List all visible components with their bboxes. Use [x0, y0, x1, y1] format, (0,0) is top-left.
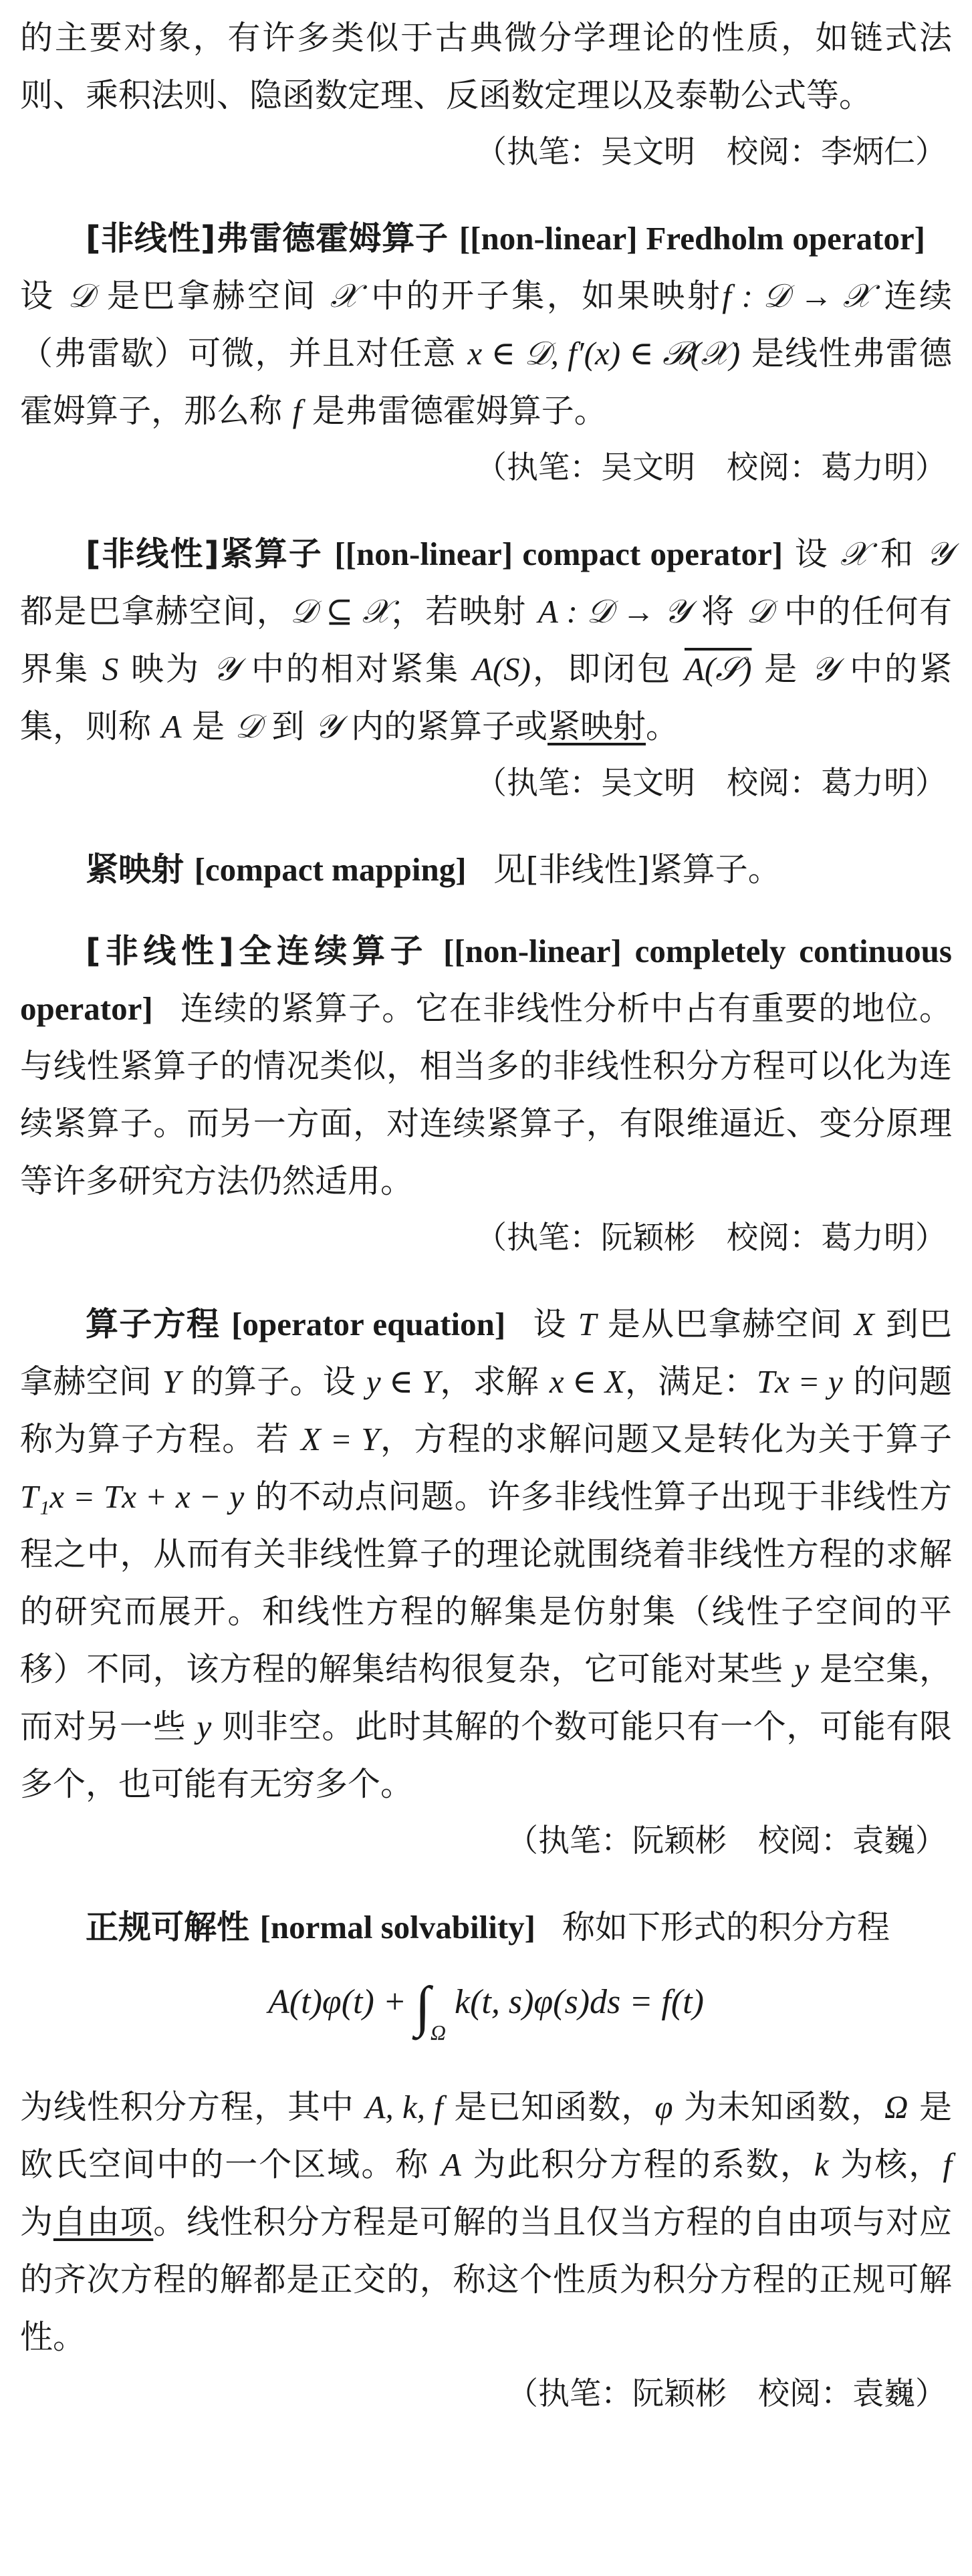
- math-symbol: f: [943, 2146, 952, 2183]
- term-zh: 算子方程: [86, 1305, 221, 1343]
- math-symbol: A: [441, 2146, 461, 2183]
- body-text: 为核，: [840, 2145, 943, 2184]
- term-en: [compact mapping]: [194, 851, 467, 888]
- math-symbol: 𝒴: [314, 708, 341, 745]
- math-symbol: Ω: [884, 2089, 908, 2125]
- entry-compact-mapping: [20, 841, 952, 899]
- body-text: 是线性弗雷德霍姆算子，那么称: [20, 334, 953, 430]
- integral-domain: Ω: [430, 2020, 447, 2044]
- math-expression: T₁x = Tx + x − y: [20, 1478, 245, 1515]
- body-text: 内的紧算子或: [350, 707, 548, 745]
- entry-completely-continuous-operator: [20, 923, 952, 1210]
- math-symbol: φ: [654, 2089, 673, 2125]
- body-text: 和: [880, 535, 915, 573]
- body-text: 是: [192, 707, 225, 745]
- term-en: [[non-linear] Fredholm operator]: [459, 220, 926, 257]
- body-text: ，求解: [440, 1363, 539, 1401]
- math-expression: A, k, f: [365, 2089, 443, 2125]
- body-text: 是空集，而对另一些: [20, 1650, 952, 1746]
- entry-credit: （执笔：阮颖彬 校阅：袁巍）: [507, 1823, 947, 1859]
- body-text: 。线性积分方程是可解的当且仅当方程的自由项与对应的齐次方程的解都是正交的，称这个性质为积分方程的正规可解性。: [20, 2203, 952, 2356]
- body-text: 中的开子集，如果映射: [371, 277, 723, 315]
- integral-equation: [20, 1959, 952, 2076]
- body-text: ，满足：: [624, 1363, 757, 1401]
- body-text: ，方程的求解问题又是转化为关于算子: [379, 1420, 952, 1458]
- math-symbol: 𝒴: [926, 536, 952, 572]
- math-symbol: 𝒳: [840, 536, 869, 572]
- math-expression: 𝒟 ⊆ 𝒳: [290, 593, 391, 630]
- body-text: 是弗雷德霍姆算子。: [312, 392, 607, 430]
- body-text: 为未知函数，: [684, 2088, 884, 2126]
- math-expression: X = Y: [301, 1421, 380, 1457]
- math-symbol: A: [161, 708, 182, 745]
- math-symbol: T: [578, 1306, 596, 1342]
- dictionary-page: [20, 9, 952, 2421]
- math-expression: y ∈ Y: [366, 1363, 441, 1400]
- body-text: 是巴拿赫空间: [106, 277, 318, 315]
- body-text: 到: [271, 707, 305, 745]
- term-en: [[non-linear] completely continuous operator]: [20, 933, 952, 1027]
- term-en: [normal solvability]: [259, 1909, 536, 1946]
- math-symbol: 𝒟: [235, 708, 261, 745]
- body-text: ，即闭包: [530, 650, 673, 688]
- math-symbol: S: [102, 651, 119, 687]
- body-text: 称如下形式的积分方程: [562, 1908, 890, 1946]
- math-expression: x ∈ X: [549, 1363, 625, 1400]
- body-text: 设: [794, 535, 829, 573]
- body-text: 为此积分方程的系数，: [473, 2145, 814, 2184]
- term-zh: 紧映射: [86, 850, 185, 889]
- closure-expression: A(𝒮): [684, 651, 752, 687]
- term-en: [[non-linear] compact operator]: [334, 536, 783, 572]
- term-en: [operator equation]: [231, 1306, 506, 1342]
- math-symbol: k: [814, 2146, 829, 2183]
- math-symbol: Y: [162, 1363, 181, 1400]
- body-text: 。: [646, 707, 679, 745]
- body-text: 都是巴拿赫空间，: [20, 592, 291, 630]
- body-text: 中的紧集，则称: [20, 650, 953, 745]
- math-symbol: f: [292, 392, 302, 429]
- body-text: 是已知函数，: [454, 2088, 655, 2126]
- math-symbol: y: [794, 1651, 809, 1687]
- body-text: 中的相对紧集: [251, 650, 461, 688]
- body-text: 连续的紧算子。它在非线性分析中占有重要的地位。与线性紧算子的情况类似，相当多的非线性积分方程可以化为连续紧算子。而另一方面，对连续紧算子，有限维逼近、变分原理等许多研究方法仍然适用。: [20, 989, 952, 1200]
- entry-credit: （执笔：吴文明 校阅：葛力明）: [475, 765, 947, 802]
- formula-left: A(t)φ(t) +: [268, 1983, 415, 2021]
- body-text: 映为: [130, 650, 201, 688]
- body-text: 设: [20, 277, 55, 315]
- body-text: 则非空。此时其解的个数可能只有一个，可能有限多个，也可能有无穷多个。: [20, 1708, 953, 1803]
- body-text: 到巴拿赫空间: [20, 1305, 953, 1401]
- intro-credit: （执笔：吴文明 校阅：李炳仁）: [475, 134, 947, 170]
- entry-credit: （执笔：阮颖彬 校阅：葛力明）: [475, 1219, 947, 1256]
- math-symbol: 𝒴: [213, 651, 239, 687]
- body-text: 的算子。设: [191, 1363, 356, 1401]
- body-text: 设: [532, 1305, 567, 1343]
- math-symbol: 𝒴: [811, 651, 838, 687]
- math-expression: A : 𝒟 → 𝒴: [537, 593, 690, 630]
- entry-normal-solvability: [20, 1899, 952, 1956]
- math-symbol: 𝒟: [68, 277, 94, 314]
- body-text: 是: [764, 650, 800, 688]
- math-symbol: 𝒳: [330, 277, 359, 314]
- math-symbol: y: [197, 1708, 212, 1745]
- entry-fredholm-operator: [20, 210, 952, 440]
- term-zh: [非线性]全连续算子: [86, 932, 428, 970]
- body-text: ，若映射: [390, 592, 527, 630]
- normal-solvability-body: [20, 2079, 952, 2366]
- math-symbol: X: [854, 1306, 874, 1342]
- entry-operator-equation: [20, 1296, 952, 1813]
- body-text: 中的任何有界集: [20, 592, 952, 688]
- compact-mapping-link[interactable]: 紧映射: [548, 707, 646, 745]
- intro-paragraph: [20, 9, 952, 124]
- math-symbol: 𝒟: [746, 593, 773, 630]
- body-text: 连续（弗雷歇）可微，并且对任意: [20, 277, 953, 372]
- formula-right: k(t, s)φ(s)ds = f(t): [446, 1983, 704, 2021]
- intro-text: 的主要对象，有许多类似于古典微分学理论的性质，如链式法则、乘积法则、隐函数定理、反函数定理以及泰勒公式等。: [20, 19, 952, 114]
- math-expression: Tx = y: [756, 1363, 843, 1400]
- math-expression: x ∈ 𝒟, f′(x) ∈ ℬ(𝒳): [467, 335, 741, 372]
- body-text: 的问题称为算子方程。若: [20, 1363, 952, 1458]
- body-text: 为: [20, 2203, 53, 2241]
- term-zh: [非线性]弗雷德霍姆算子: [86, 219, 449, 257]
- body-text: 是从巴拿赫空间: [607, 1305, 843, 1343]
- term-zh: [非线性]紧算子: [86, 535, 323, 573]
- body-text: 的不动点问题。许多非线性算子出现于非线性方程之中，从而有关非线性算子的理论就围绕着非线性方程的求解的研究而展开。和线性方程的解集是仿射集（线性子空间的平移）不同，该方程的解集结构很复杂，它可能对某些: [20, 1478, 952, 1688]
- cross-reference-text: 见[非线性]紧算子。: [493, 850, 781, 889]
- integral-sign: ∫: [414, 1976, 431, 2038]
- term-zh: 正规可解性: [86, 1908, 250, 1946]
- entry-compact-operator: [20, 525, 952, 755]
- entry-credit: （执笔：阮颖彬 校阅：袁巍）: [507, 2375, 947, 2412]
- entry-credit: （执笔：吴文明 校阅：葛力明）: [475, 449, 947, 486]
- math-expression: f : 𝒟 → 𝒳: [722, 277, 872, 314]
- math-expression: A(S): [472, 651, 531, 687]
- body-text: 是欧氏空间中的一个区域。称: [20, 2088, 953, 2184]
- free-term-link[interactable]: 自由项: [53, 2203, 154, 2241]
- body-text: 将: [701, 592, 735, 630]
- body-text: 为线性积分方程，其中: [20, 2088, 354, 2126]
